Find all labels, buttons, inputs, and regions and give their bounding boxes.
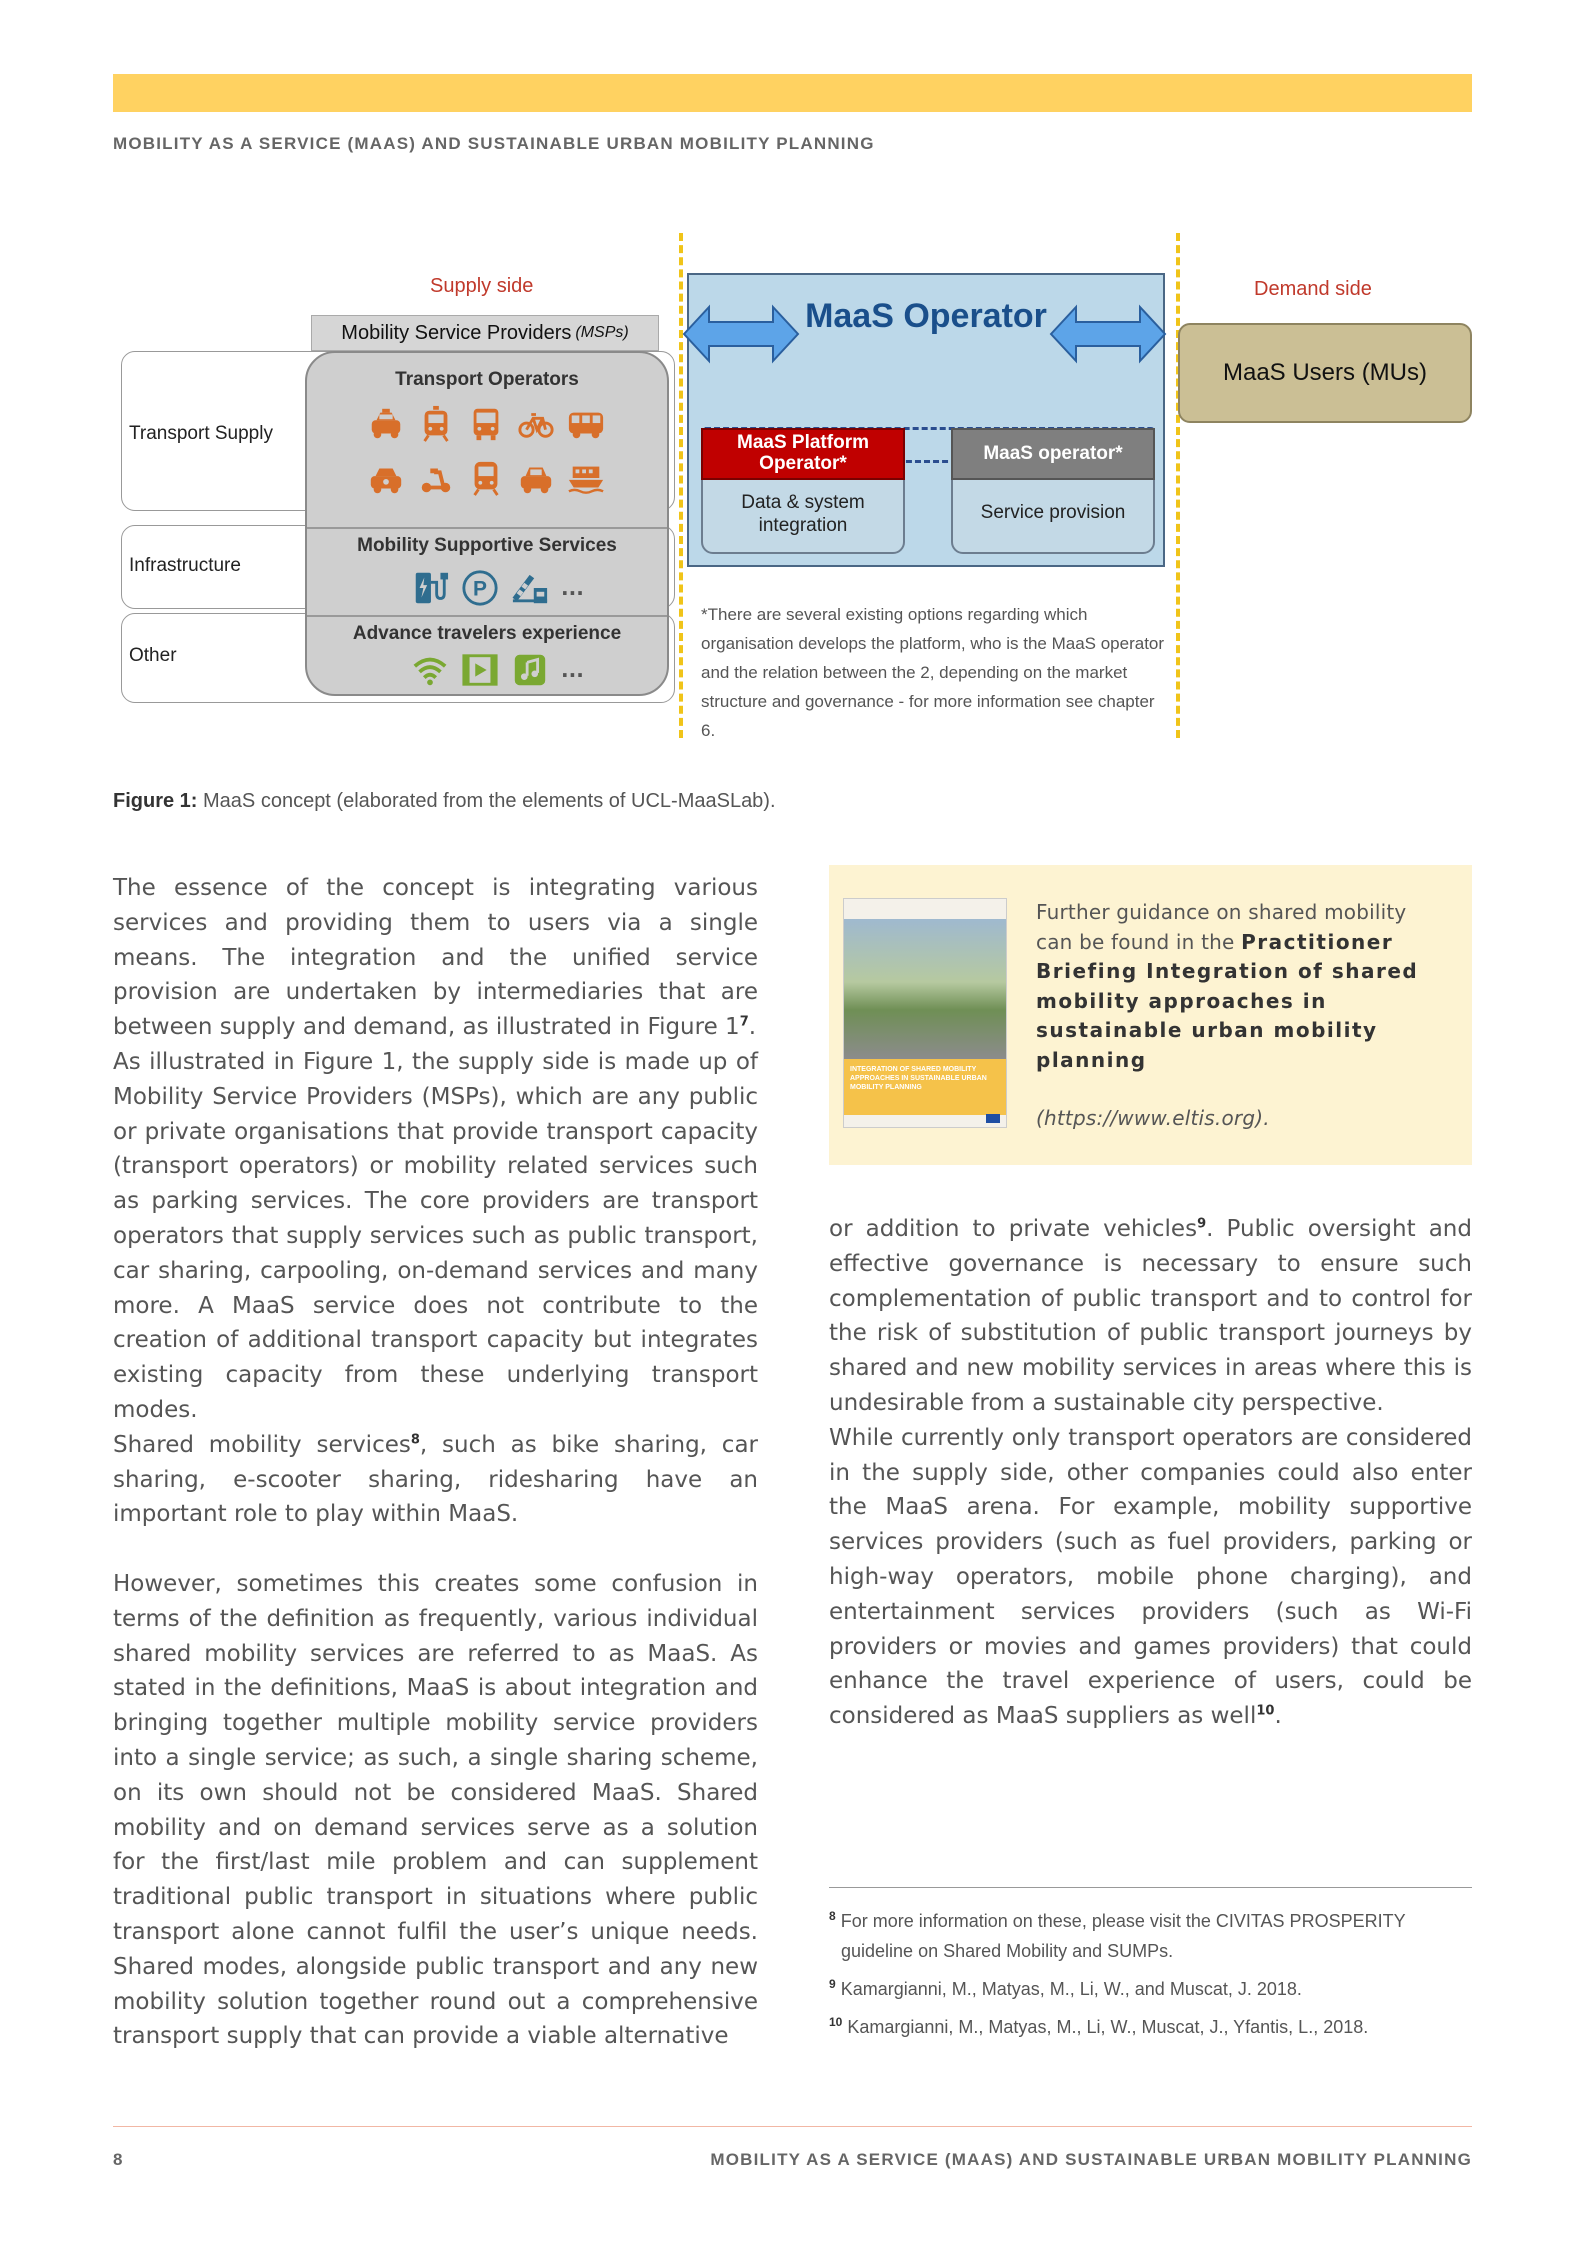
- row-label-transport-supply: Transport Supply: [129, 423, 273, 444]
- demand-boundary-line: [1176, 233, 1180, 738]
- eltis-link[interactable]: (https://www.eltis.org).: [1036, 1106, 1270, 1130]
- supply-side-label: Supply side: [430, 275, 534, 297]
- paragraph-confusion: However, sometimes this creates some confusion in terms of the definition as frequently, various individual shared mobility services are referred to as MaaS. As stated in the definitions, MaaS is about integration and bringing together multiple mobility service providers into a single service; as such, a single sharing scheme, on its own should not be considered MaaS. Shared mobility and on demand services serve as a solution for the first/last mile problem and can supplement traditional public transport in situations where public transport alone cannot fulfil the user’s unique needs. Shared modes, alongside public transport and any new mobility solution together round out a comprehensive transport supply that can provide a viable alternative: [113, 1570, 758, 2050]
- footnote-rule: [829, 1887, 1472, 1888]
- footnote-9: $^9$ Kamargianni, M., Matyas, M., Li, W., and Muscat, J. 2018.: [829, 1977, 1302, 1999]
- platform-operator-body: Data & system integration: [741, 492, 865, 536]
- footnote-8: $^8$ For more information on these, please visit the CIVITAS PROSPERITY guideline on Shared Mobility and SUMPs.: [829, 1909, 1406, 1961]
- briefing-title: Practitioner Briefing Integration of shared mobility approaches in sustainable urban mobility planning: [1036, 929, 1419, 1072]
- maas-concept-figure: [113, 225, 1472, 745]
- demand-exchange-arrow-icon: [1048, 303, 1168, 365]
- right-column: [829, 1212, 1472, 1734]
- practitioner-briefing-cover: [843, 898, 1007, 1128]
- paragraph-private-vehicles: or addition to private vehicles$^9$. Public oversight and effective governance is necessary to ensure such complementation of public transport and to control for the risk of substitution of public transport journeys by shared and new mobility services in areas where this is undesirable from a sustainable city perspective.: [829, 1216, 1472, 1416]
- figure-caption: [113, 790, 776, 813]
- coach-icon: [567, 405, 605, 443]
- footnotes: [829, 1906, 1479, 2050]
- train-icon: [467, 459, 505, 497]
- running-footer: MOBILITY AS A SERVICE (MAAS) AND SUSTAINABLE URBAN MOBILITY PLANNING: [710, 2150, 1472, 2169]
- panel-divider-1: [307, 527, 667, 529]
- ev-charging-icon: [411, 569, 449, 607]
- callout-text: Further guidance on shared mobility can be found in the Practitioner Briefing Integration of shared mobility approaches in sustainable urban mobility planning (https://www.eltis.org).: [1036, 898, 1441, 1134]
- transport-icons-row-1: [367, 405, 605, 443]
- scooter-icon: [417, 459, 455, 497]
- wifi-icon: [411, 651, 449, 689]
- footnote-ref-7[interactable]: 7: [739, 1014, 749, 1030]
- demand-side-label: Demand side: [1254, 278, 1372, 300]
- caption-text: MaaS concept (elaborated from the elements of UCL-MaaSLab).: [203, 790, 776, 812]
- video-icon: [461, 651, 499, 689]
- maas-users-box: MaaS Users (MUs): [1178, 323, 1472, 423]
- mobility-supportive-title: Mobility Supportive Services: [357, 535, 617, 556]
- maas-operator-title: MaaS Operator: [805, 297, 1047, 335]
- tram-icon: [417, 405, 455, 443]
- music-icon: [511, 651, 549, 689]
- toll-road-icon: [511, 569, 549, 607]
- bus-icon: [467, 405, 505, 443]
- panel-divider-2: [307, 615, 667, 617]
- service-provision-body: Service provision: [980, 502, 1126, 523]
- platform-operator-box: [701, 428, 905, 554]
- paragraph-supply-side: As illustrated in Figure 1, the supply side is made up of Mobility Service Providers (MSPs), which are any public or private organisations that provide transport capacity (transport operators) or mobility related services such as parking services. The core providers are transport operators that supply services such as public transport, car sharing, carpooling, on-demand services and many more. A MaaS service does not contribute to the creation of additional transport capacity but integrates existing capacity from these underlying transport modes.: [113, 1048, 758, 1423]
- cover-title: INTEGRATION OF SHARED MOBILITY APPROACHES IN SUSTAINABLE URBAN MOBILITY PLANNING: [850, 1066, 987, 1092]
- maas-operator-subbox: [951, 428, 1155, 554]
- msp-abbr: (MSPs): [575, 324, 629, 341]
- page-number: 8: [113, 2150, 123, 2169]
- footnote-10: $^{10}$ Kamargianni, M., Matyas, M., Li, W., Muscat, J., Yfantis, L., 2018.: [829, 2015, 1369, 2037]
- advance-experience-title: Advance travelers experience: [352, 623, 622, 644]
- maas-operator-heading: MaaS operator*: [951, 428, 1155, 480]
- header-accent-bar: [113, 74, 1472, 112]
- experience-icons-row: [411, 651, 584, 689]
- taxi-icon: [367, 405, 405, 443]
- ferry-icon: [567, 459, 605, 497]
- transport-icons-row-2: [367, 459, 605, 497]
- row-label-other: Other: [129, 645, 177, 666]
- footnote-ref-8[interactable]: 8: [410, 1432, 420, 1448]
- cover-photo: [844, 919, 1006, 1059]
- paragraph-other-companies: While currently only transport operators are considered in the supply side, other companies could also enter the MaaS arena. For example, mobility supportive services providers (such as fuel providers, parking or high-way operators, mobile phone charging), and entertainment services providers (such as Wi-Fi providers or movies and games providers) that could enhance the travel experience of users, could be considered as MaaS suppliers as well$^{10}$.: [829, 1424, 1472, 1730]
- left-column: [113, 871, 758, 2054]
- msp-header: [311, 315, 659, 351]
- parking-icon: [461, 569, 499, 607]
- svg-text:P: P: [473, 577, 487, 601]
- car-sharing-icon: [367, 459, 405, 497]
- caption-label: Figure 1:: [113, 790, 198, 812]
- footnote-ref-9[interactable]: 9: [1197, 1216, 1207, 1232]
- bicycle-icon: [517, 405, 555, 443]
- supply-exchange-arrow-icon: [681, 303, 801, 365]
- supportive-icons-row: [411, 569, 584, 607]
- footer-rule: [113, 2126, 1472, 2127]
- running-header: MOBILITY AS A SERVICE (MAAS) AND SUSTAINABLE URBAN MOBILITY PLANNING: [113, 134, 875, 153]
- msp-panel: [305, 351, 669, 696]
- experience-more: ...: [561, 658, 584, 682]
- platform-operator-heading: MaaS Platform Operator*: [701, 428, 905, 480]
- row-label-infrastructure: Infrastructure: [129, 555, 241, 576]
- supportive-more: ...: [561, 576, 584, 600]
- paragraph-shared-mobility: Shared mobility services$^8$, such as bike sharing, car sharing, e-scooter sharing, ridesharing have an important role to play within MaaS.: [113, 1431, 758, 1528]
- transport-operators-title: Transport Operators: [395, 369, 579, 390]
- footnote-ref-10[interactable]: 10: [1256, 1703, 1275, 1719]
- msp-title: Mobility Service Providers: [341, 321, 572, 344]
- eu-flag-icon: [986, 1114, 1000, 1123]
- car-icon: [517, 459, 555, 497]
- figure-note: *There are several existing options regarding which organisation develops the platform, who is the MaaS operator and the relation between the 2, depending on the market structure and governance - for more information see chapter 6.: [701, 605, 1165, 740]
- paragraph-essence: The essence of the concept is integrating various services and providing them to users via a single means. The integration and the unified service provision are undertaken by intermediaries that are between supply and demand, as illustrated in Figure $1^7$.: [113, 875, 758, 1041]
- guidance-callout: [829, 865, 1472, 1165]
